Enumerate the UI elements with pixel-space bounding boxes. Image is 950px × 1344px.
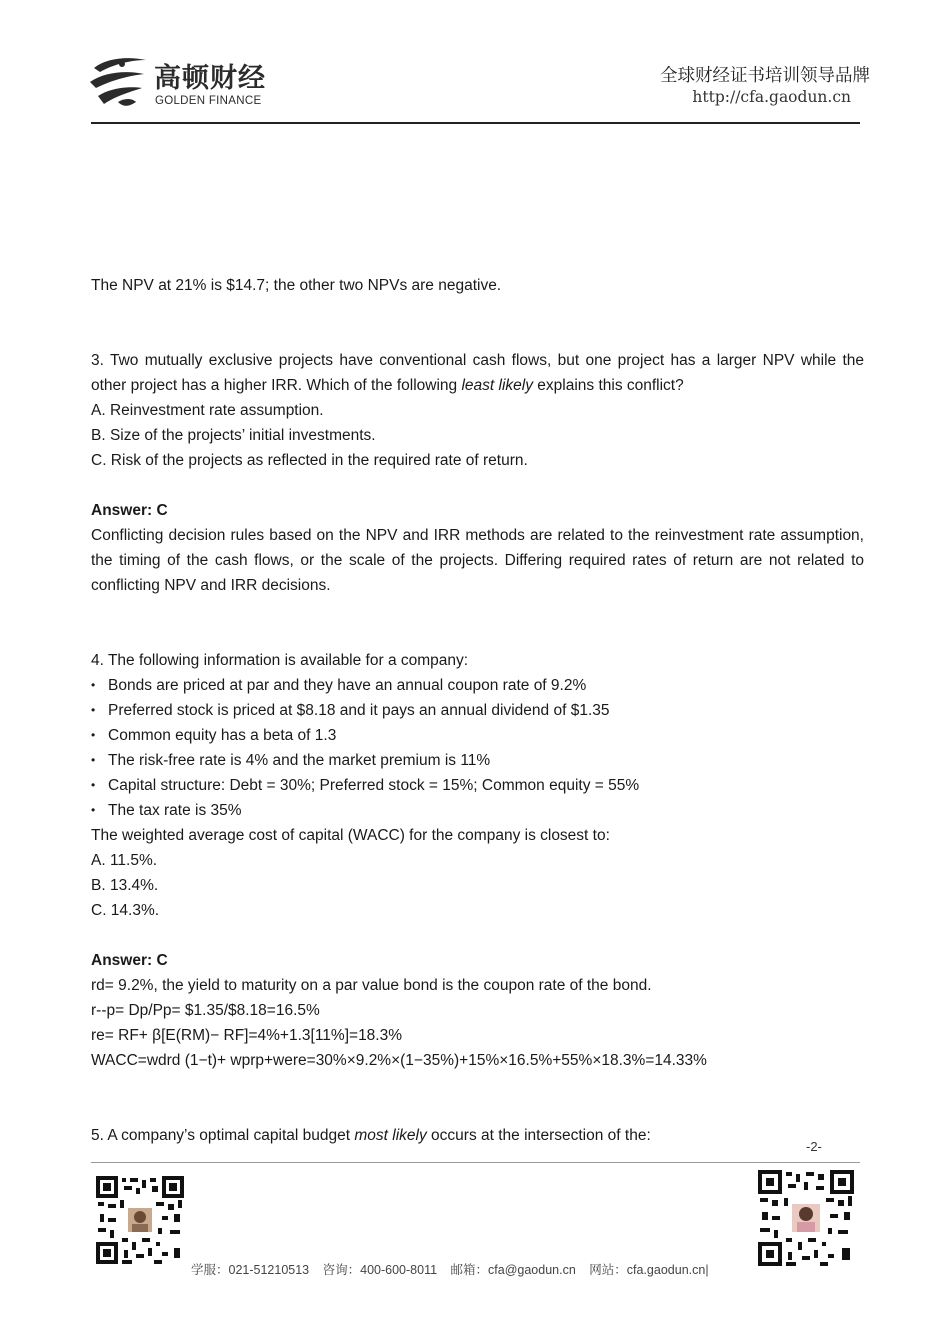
q3-option-c: C. Risk of the projects as reflected in the required rate of return. [91,452,528,469]
q4-bullet: • Preferred stock is priced at $8.18 and it pays an annual dividend of $1.35 [91,698,864,723]
footer-divider [91,1162,860,1163]
page-number: -2- [806,1139,822,1154]
q4-bullet: • Bonds are priced at par and they have an annual coupon rate of 9.2% [91,673,864,698]
logo-chinese-name: 高顿财经 [154,63,266,94]
q4-option-c: C. 14.3%. [91,902,160,919]
q4-work-line: re= RF+ β[E(RM)− RF]=4%+1.3[11%]=18.3% [91,1027,403,1044]
q4-work-line: r--p= Dp/Pp= $1.35/$8.18=16.5% [91,1002,320,1019]
q3-stem: 3. Two mutually exclusive projects have conventional cash flows, but one project has a larger NPV while the other project has a higher IRR. Which of the following least likely explains this conflict? [91,352,864,394]
q3-option-b: B. Size of the projects’ initial investments. [91,427,376,444]
q4-work-line: WACC=wdrd (1−t)+ wprp+were=30%×9.2%×(1−35%)+15%×16.5%+55%×18.3%=14.33% [91,1052,707,1069]
q4-bullet: • Capital structure: Debt = 30%; Preferred stock = 15%; Common equity = 55% [91,773,864,798]
q4-work-line: rd= 9.2%, the yield to maturity on a par value bond is the coupon rate of the bond. [91,977,652,994]
q4-stem: 4. The following information is available for a company: [91,652,469,669]
q3-answer: Answer: C [91,502,168,519]
footer-website[interactable]: 网站：cfa.gaodun.cn| [589,1263,709,1277]
qr-code-icon [96,1176,184,1264]
header-url[interactable]: http://cfa.gaodun.cn [692,88,851,106]
logo-english-name: GOLDEN FINANCE [155,95,262,107]
q3-option-a: A. Reinvestment rate assumption. [91,402,324,419]
logo-swoosh-icon [88,52,150,110]
footer-contacts [191,1260,719,1278]
q5-stem: 5. A company’s optimal capital budget most likely occurs at the intersection of the: [91,1127,651,1144]
footer-service-phone: 学服：021-51210513 [191,1263,310,1277]
header-divider [91,122,860,124]
header-slogan: 全球财经证书培训领导品牌 [660,66,870,86]
q4-option-b: B. 13.4%. [91,877,159,894]
qr-code-icon [758,1170,854,1266]
q4-answer: Answer: C [91,952,168,969]
q4-bullet: • The risk-free rate is 4% and the market premium is 11% [91,748,864,773]
footer-consult-phone: 咨询：400-600-8011 [322,1263,438,1277]
golden-finance-logo [88,48,288,114]
q4-bullet: • Common equity has a beta of 1.3 [91,723,864,748]
document-body [91,273,864,1148]
intro-line: The NPV at 21% is $14.7; the other two NPVs are negative. [91,277,502,294]
q4-option-a: A. 11.5%. [91,852,158,869]
q4-question: The weighted average cost of capital (WACC) for the company is closest to: [91,827,610,844]
footer-email[interactable]: 邮箱：cfa@gaodun.cn [450,1263,576,1277]
q4-bullet: • The tax rate is 35% [91,798,864,823]
q3-explanation: Conflicting decision rules based on the NPV and IRR methods are related to the reinvestment rate assumption, the timing of the cash flows, or the scale of the projects. Differing required rates of return are not related to conflicting NPV and IRR decisions. [91,527,864,594]
